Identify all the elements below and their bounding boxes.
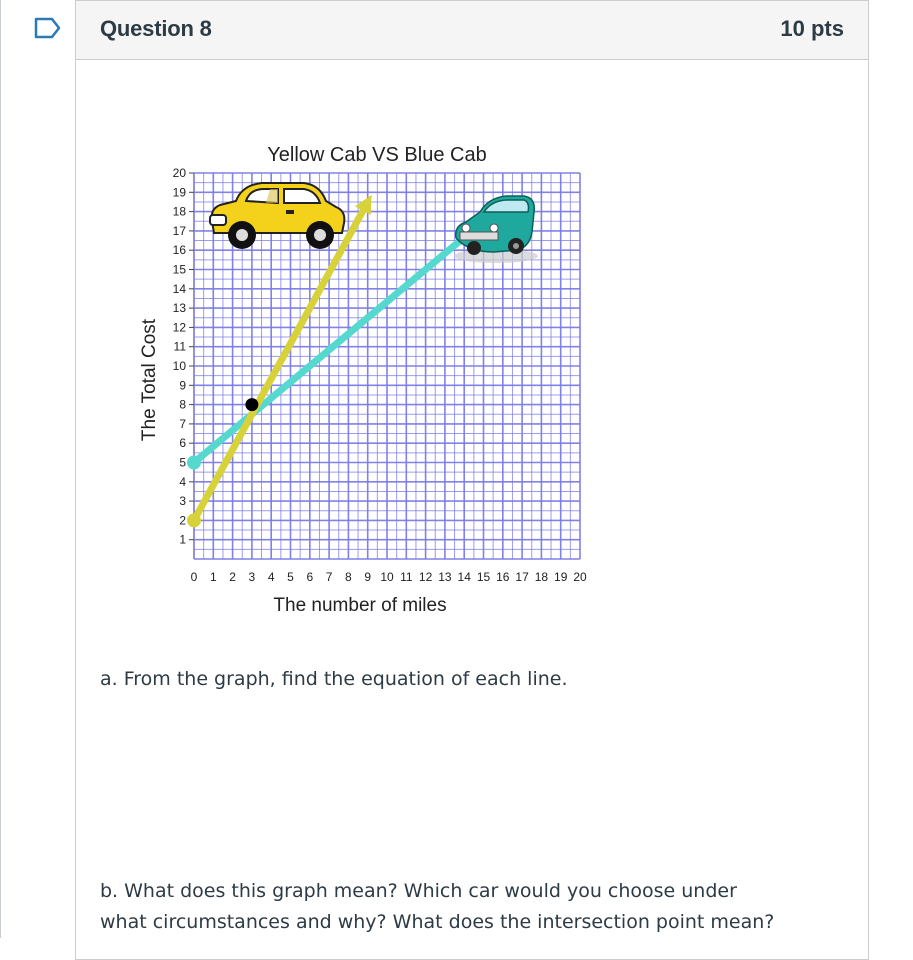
y-tick-label: 11 — [173, 339, 186, 354]
x-tick-label: 10 — [380, 570, 394, 584]
x-tick-label: 19 — [554, 570, 568, 584]
y-tick-label: 20 — [172, 166, 186, 180]
x-tick-label: 12 — [418, 570, 433, 584]
intersection-point — [245, 398, 258, 411]
x-tick-label: 5 — [287, 570, 294, 584]
y-tick-label: 15 — [172, 262, 186, 277]
x-tick-label: 9 — [364, 570, 372, 584]
blue-cab-start-point — [187, 456, 201, 470]
x-tick-label: 0 — [190, 570, 198, 584]
x-tick-label: 20 — [573, 570, 587, 584]
bookmark-flag-icon — [30, 13, 66, 43]
x-tick-label: 8 — [345, 570, 352, 584]
x-tick-label: 16 — [496, 570, 510, 584]
flag-question-button[interactable] — [28, 10, 68, 46]
chart-title: Yellow Cab VS Blue Cab — [267, 144, 487, 166]
x-tick-label: 7 — [325, 570, 333, 584]
x-tick-label: 11 — [400, 570, 413, 584]
x-tick-label: 18 — [534, 570, 549, 584]
left-border — [0, 0, 1, 938]
x-tick-label: 3 — [248, 570, 256, 584]
y-tick-label: 4 — [179, 474, 186, 489]
y-tick-label: 12 — [172, 320, 186, 335]
y-tick-label: 14 — [172, 281, 186, 296]
question-points: 10 pts — [780, 16, 844, 41]
y-tick-label: 2 — [179, 513, 186, 528]
x-tick-label: 4 — [267, 570, 275, 584]
y-tick-label: 16 — [172, 243, 186, 258]
question-prompt-b: b. What does this graph mean? Which car would you choose under what circumstances and why? What does the intersection point mean? — [100, 880, 775, 933]
y-tick-label: 17 — [172, 223, 186, 238]
x-tick-label: 2 — [229, 570, 236, 584]
blue-car-icon — [454, 196, 538, 263]
y-tick-label: 5 — [179, 455, 186, 470]
yellow-cab-start-point — [187, 513, 201, 527]
question-header — [76, 1, 868, 60]
y-tick-label: 10 — [172, 359, 186, 373]
y-tick-label: 1 — [179, 532, 186, 547]
x-tick-label: 1 — [209, 570, 217, 584]
y-axis-label: The Total Cost — [139, 318, 160, 442]
y-tick-label: 3 — [179, 494, 186, 509]
x-tick-label: 14 — [457, 570, 471, 584]
x-tick-label: 6 — [306, 570, 314, 584]
cab-comparison-chart — [124, 134, 604, 626]
y-tick-label: 13 — [172, 301, 186, 316]
y-tick-label: 6 — [179, 436, 186, 451]
x-tick-label: 13 — [438, 570, 452, 584]
y-tick-label: 18 — [172, 204, 186, 219]
x-tick-label: 17 — [515, 570, 529, 584]
question-title: Question 8 — [100, 16, 212, 41]
x-tick-label: 15 — [476, 570, 491, 584]
y-tick-label: 8 — [179, 397, 186, 412]
question-prompt-a: a. From the graph, find the equation of each line. — [100, 668, 568, 690]
chart-svg — [124, 134, 604, 626]
y-tick-label: 19 — [172, 185, 186, 200]
y-tick-label: 7 — [179, 416, 186, 431]
x-axis-label: The number of miles — [273, 595, 447, 616]
y-tick-label: 9 — [179, 378, 186, 393]
